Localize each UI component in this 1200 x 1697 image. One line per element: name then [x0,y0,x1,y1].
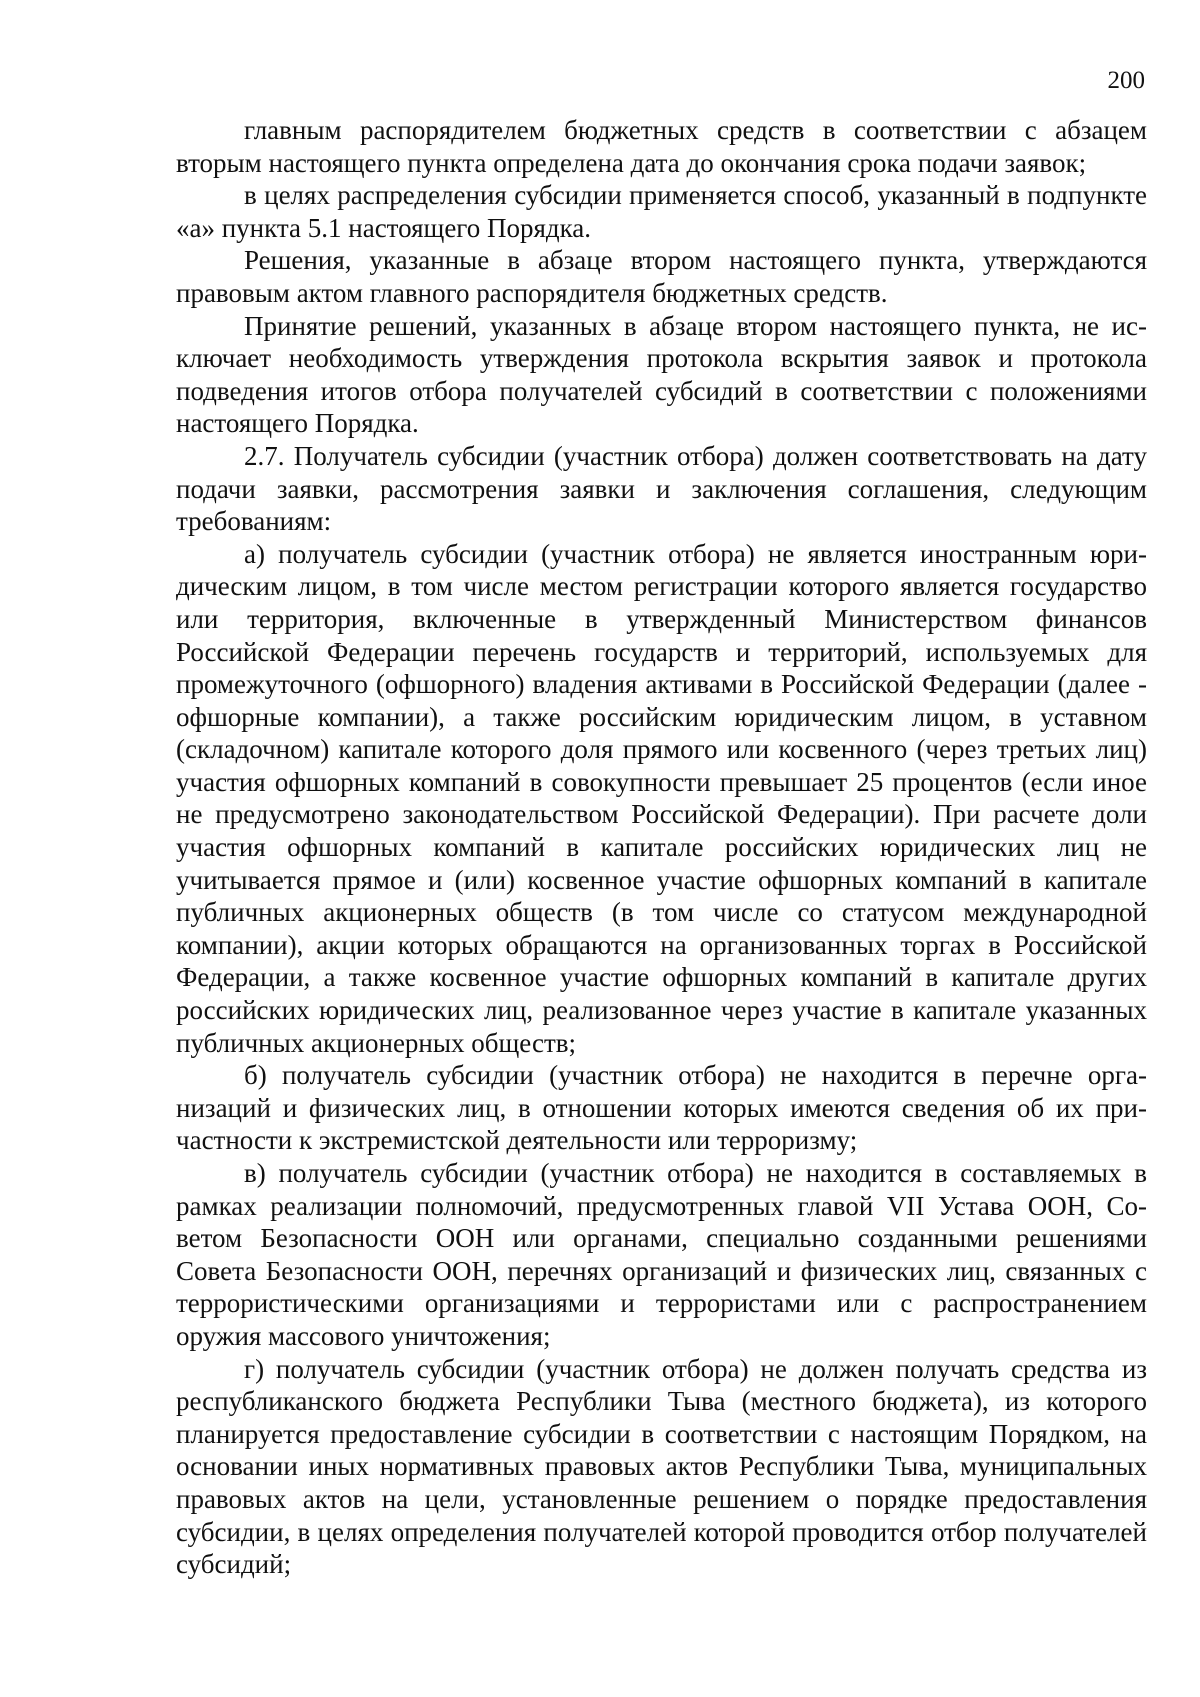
paragraph: г) получатель субсидии (участник отбора) не должен получать средства из республиканского бюджета Республики Тыва (местного бюджета), из которого планируется предоставление субсидии в соответствии с настоящим Порядком, на основании иных нормативных правовых актов Республики Тыва, муниципальных правовых актов на цели, установленные решением о порядке предоставления субсидии, в целях определения получателей которой проводится отбор получателей субсидий; [176,1353,1147,1580]
paragraph: 2.7. Получатель субсидии (участник отбора) должен соответствовать на дату подачи заявки, рассмотрения заявки и заключения соглашения, следующим требованиям: [176,440,1147,537]
paragraph: главным распорядителем бюджетных средств в соответствии с абзацем вторым настоящего пункта определена дата до окончания срока подачи заявок; [176,115,1147,178]
paragraph: в целях распределения субсидии применяется способ, указанный в подпункте «а» пункта 5.1 настоящего Порядка. [176,180,1147,243]
document-body [176,114,1147,1581]
page-number: 200 [1107,67,1145,94]
paragraph: Принятие решений, указанных в абзаце втором настоящего пункта, не исключает необходимость утверждения протокола вскрытия заявок и протокола подведения итогов отбора получателей субсидий в соответствии с положениями настоящего Порядка. [176,310,1147,439]
paragraph: Решения, указанные в абзаце втором настоящего пункта, утверждаются правовым актом главного распорядителя бюджетных средств. [176,245,1147,308]
paragraph: б) получатель субсидии (участник отбора) не находится в перечне организаций и физических лиц, в отношении которых имеются сведения об их причастности к экстремистской деятельности или терроризму; [176,1060,1147,1156]
paragraph: в) получатель субсидии (участник отбора) не находится в составляемых в рамках реализации полномочий, предусмотренных главой VII Устава ООН, Советом Безопасности ООН или органами, специально созданными решениями Совета Безопасности ООН, перечнях организаций и физических лиц, связанных с террористическими организациями и террористами или с распространением оружия массового уничтожения; [176,1158,1147,1351]
paragraph: а) получатель субсидии (участник отбора) не является иностранным юридическим лицом, в том числе местом регистрации которого является государство или территория, включенные в утвержденный Министерством финансов Российской Федерации перечень государств и территорий, используемых для промежуточного (офшорного) владения активами в Российской Федерации (далее - офшорные компании), а также российским юридическим лицом, в уставном (складочном) капитале которого доля прямого или косвенного (через третьих лиц) участия офшорных компаний в совокупности превышает 25 процентов (если иное не предусмотрено законодательством Российской Федерации). При расчете доли участия офшорных компаний в капитале российских юридических лиц не учитывается прямое и (или) косвенное участие офшорных компаний в капитале публичных акционерных обществ (в том числе со статусом международной компании), акции которых обращаются на организованных торгах в Российской Федерации, а также косвенное участие офшорных компаний в капитале других российских юридических лиц, реализованное через участие в капитале указанных публичных акционерных обществ; [176,538,1147,1058]
